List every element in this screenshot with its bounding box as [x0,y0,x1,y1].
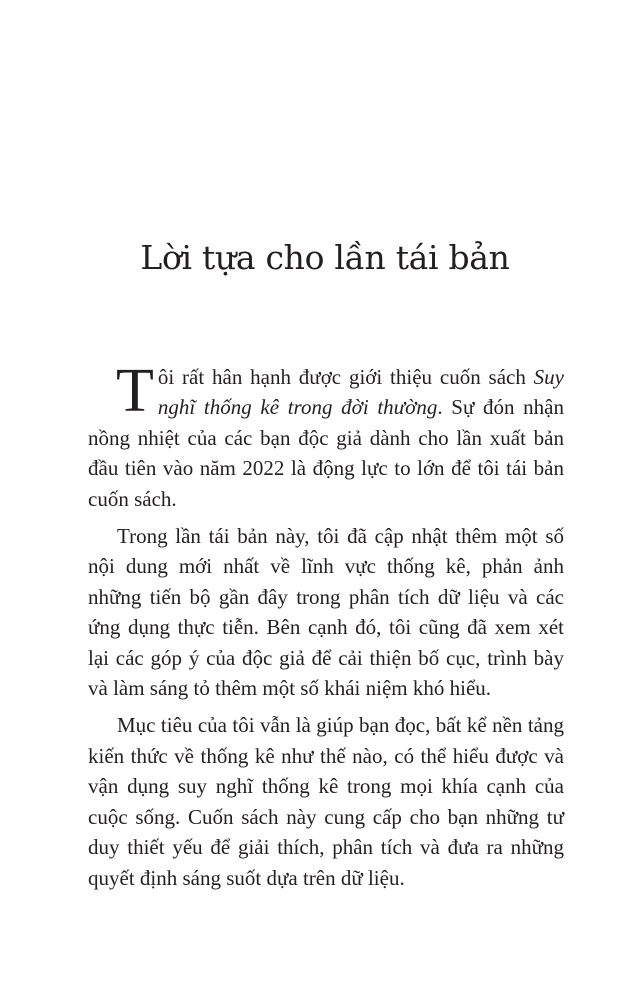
paragraph-3: Mục tiêu của tôi vẫn là giúp bạn đọc, bất kể nền tảng kiến thức về thống kê như thế nào, có thể hiểu được và vận dụng suy nghĩ thống kê trong mọi khía cạnh của cuộc sống. Cuốn sách này cung cấp cho bạn những tư duy thiết yếu để giải thích, phân tích và đưa ra những quyết định sáng suốt dựa trên dữ liệu. [88,713,564,890]
book-title-italic: Suy nghĩ thống kê trong đời thường [157,365,564,420]
paragraph-1-text-end: . Sự đón nhận nồng nhiệt của các bạn độc giả dành cho lần xuất bản đầu tiên vào năm 2022 là động lực to lớn để tôi tái bản cuốn sách. [88,395,565,511]
page-title: Lời tựa cho lần tái bản [140,238,510,277]
drop-cap: T [116,357,154,425]
preface-body [88,357,565,900]
paragraph-1-text-start: ôi rất hân hạnh được giới thiệu cuốn sách [157,365,534,389]
paragraph-2: Trong lần tái bản này, tôi đã cập nhật thêm một số nội dung mới nhất về lĩnh vực thống kê, phản ảnh những tiến bộ gần đây trong phân tích dữ liệu và các ứng dụng thực tiễn. Bên cạnh đó, tôi cũng đã xem xét lại các góp ý của độc giả để cải thiện bố cục, trình bày và làm sáng tỏ thêm một số khái niệm khó hiểu. [88,524,564,701]
paragraph-1 [88,357,565,514]
